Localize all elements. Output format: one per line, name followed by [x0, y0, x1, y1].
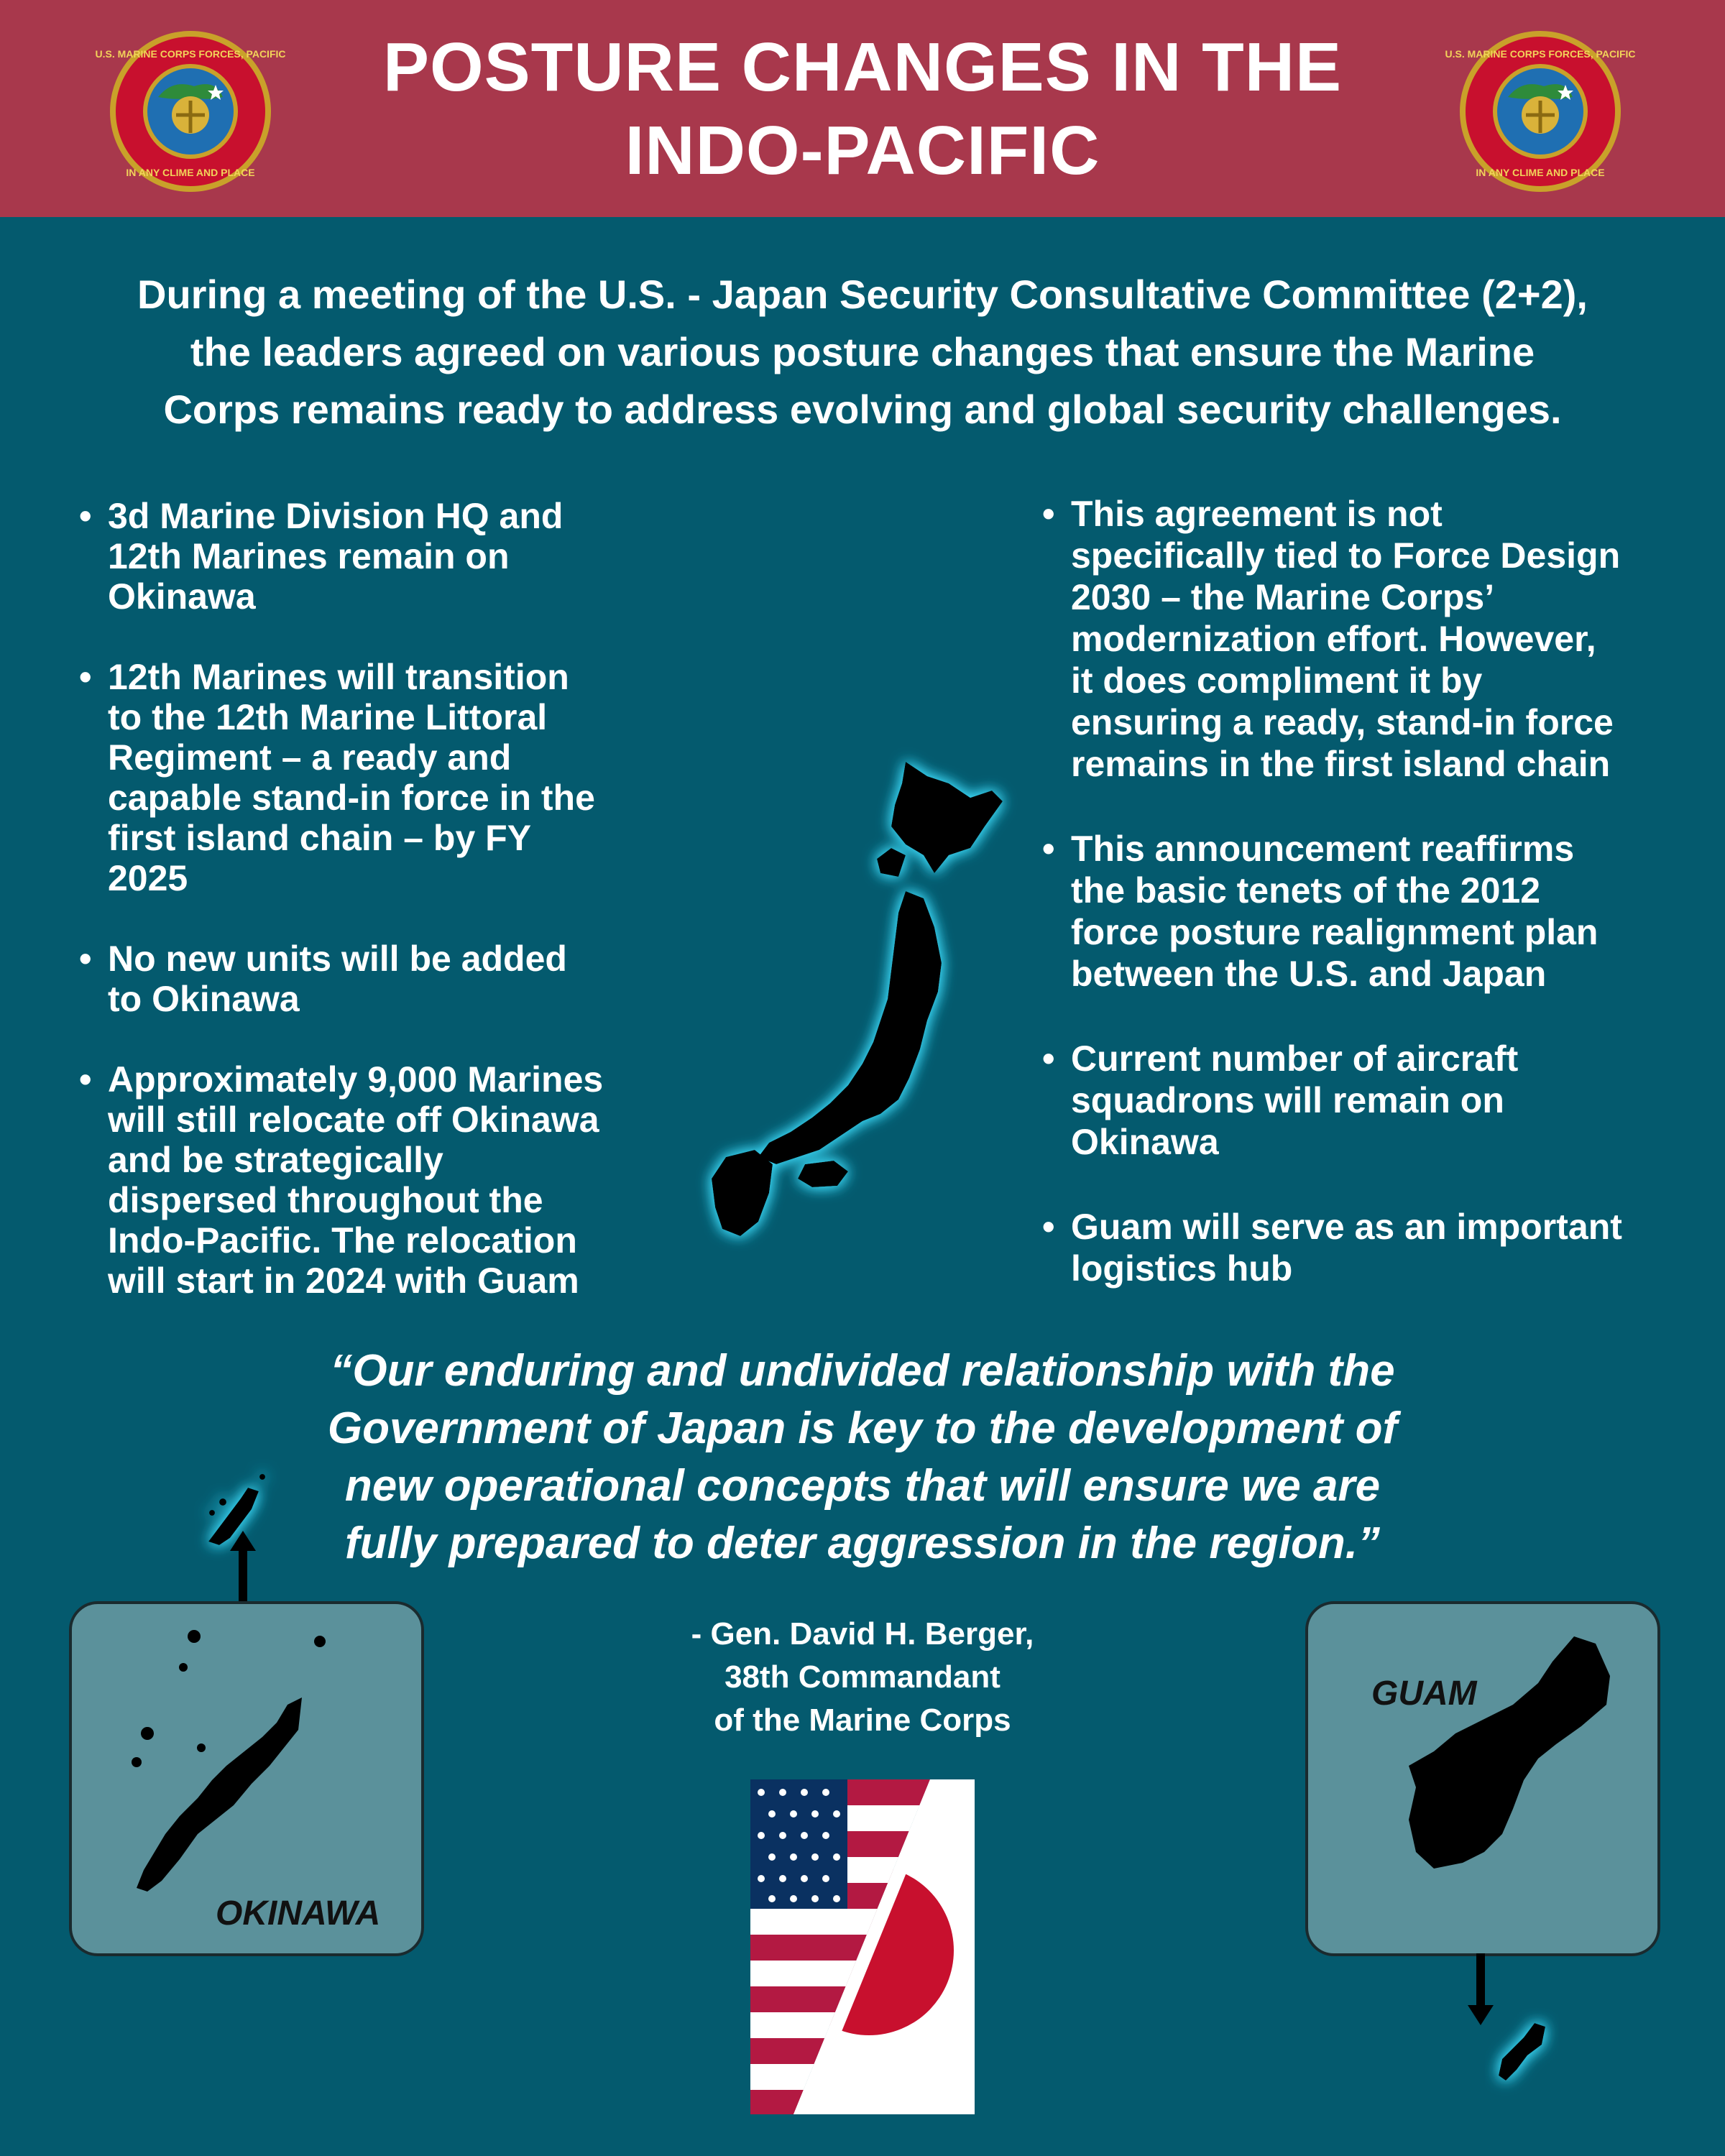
quote-line: “Our enduring and undivided relationship with the	[330, 1346, 1395, 1396]
bullet-line: to the 12th Marine Littoral	[108, 697, 548, 737]
bullet-dot: •	[79, 939, 92, 979]
bullet-dot: •	[1042, 1038, 1055, 1079]
bullet-line: 12th Marines remain on	[108, 536, 510, 576]
bullet-line: Regiment – a ready and	[108, 737, 512, 778]
bullet-line: 3d Marine Division HQ and	[108, 496, 564, 536]
bullet-item	[1042, 1206, 1689, 1289]
bullet-line: Okinawa	[1071, 1122, 1219, 1162]
bullet-line: ensuring a ready, stand-in force	[1071, 702, 1614, 742]
bullet-line: No new units will be added	[108, 939, 567, 979]
bullet-dot: •	[79, 1059, 92, 1100]
bullet-line: Guam will serve as an important	[1071, 1207, 1622, 1247]
bullet-dot: •	[1042, 494, 1055, 534]
bullet-item	[79, 496, 654, 617]
bullet-line: and be strategically	[108, 1140, 443, 1180]
bullet-line: squadrons will remain on	[1071, 1080, 1504, 1120]
bullet-line: 12th Marines will transition	[108, 657, 569, 697]
bullet-line: 2025	[108, 858, 188, 898]
bullet-item	[1042, 828, 1689, 995]
intro-line: Corps remains ready to address evolving and global security challenges.	[163, 387, 1562, 432]
right-bullet-list	[1042, 493, 1689, 1332]
left-bullet-list	[79, 496, 654, 1341]
bullet-line: the basic tenets of the 2012	[1071, 870, 1541, 911]
bullet-line: will still relocate off Okinawa	[108, 1100, 599, 1140]
us-japan-flag-icon	[750, 1779, 975, 2114]
quote-attribution	[575, 1613, 1150, 1742]
bullet-line: modernization effort. However,	[1071, 619, 1596, 659]
svg-text:IN ANY CLIME AND PLACE: IN ANY CLIME AND PLACE	[1476, 167, 1605, 178]
bullet-line: Indo-Pacific. The relocation	[108, 1220, 577, 1261]
intro-line: the leaders agreed on various posture changes that ensure the Marine	[190, 329, 1535, 374]
header-banner	[0, 0, 1725, 217]
bullet-line: between the U.S. and Japan	[1071, 954, 1547, 994]
bullet-line: 2030 – the Marine Corps’	[1071, 577, 1495, 617]
bullet-line: capable stand-in force in the	[108, 778, 595, 818]
guam-map-icon	[1308, 1604, 1657, 1953]
quote-line: Government of Japan is key to the development of	[327, 1404, 1398, 1453]
bullet-item	[1042, 1038, 1689, 1163]
bullet-line: Approximately 9,000 Marines	[108, 1059, 604, 1100]
bullet-line: Current number of aircraft	[1071, 1038, 1519, 1079]
svg-text:U.S. MARINE CORPS FORCES, PACI: U.S. MARINE CORPS FORCES, PACIFIC	[1445, 48, 1636, 60]
svg-text:IN ANY CLIME AND PLACE: IN ANY CLIME AND PLACE	[126, 167, 255, 178]
bullet-line: remains in the first island chain	[1071, 744, 1611, 784]
bullet-line: force posture realignment plan	[1071, 912, 1598, 952]
bullet-item	[79, 939, 654, 1019]
attribution-line: 38th Commandant	[724, 1659, 1000, 1695]
okinawa-map-icon	[72, 1604, 421, 1953]
bullet-line: first island chain – by FY	[108, 818, 532, 858]
bullet-item	[1042, 493, 1689, 785]
title-line-2: INDO-PACIFIC	[625, 112, 1100, 189]
attribution-line: of the Marine Corps	[714, 1703, 1011, 1738]
bullet-line: dispersed throughout the	[108, 1180, 543, 1220]
page-title	[288, 26, 1438, 193]
quote-line: fully prepared to deter aggression in the region.”	[344, 1519, 1381, 1568]
guam-label: GUAM	[1371, 1674, 1477, 1713]
bullet-line: it does compliment it by	[1071, 660, 1483, 701]
bullet-dot: •	[79, 496, 92, 536]
bullet-item	[79, 1059, 654, 1301]
bullet-item	[79, 657, 654, 898]
usmc-seal-icon	[1445, 29, 1636, 194]
bullet-line: specifically tied to Force Design	[1071, 535, 1621, 576]
bullet-line: to Okinawa	[108, 979, 300, 1019]
bullet-line: This announcement reaffirms	[1071, 829, 1575, 869]
bullet-line: This agreement is not	[1071, 494, 1443, 534]
bullet-line: logistics hub	[1071, 1248, 1293, 1289]
guam-locator-icon	[1466, 2012, 1574, 2099]
intro-paragraph	[43, 266, 1682, 438]
quote-line: new operational concepts that will ensure we are	[344, 1461, 1381, 1511]
svg-text:U.S. MARINE CORPS FORCES, PACI: U.S. MARINE CORPS FORCES, PACIFIC	[95, 48, 286, 60]
intro-line: During a meeting of the U.S. - Japan Security Consultative Committee (2+2),	[137, 272, 1588, 317]
okinawa-locator-icon	[180, 1459, 273, 1567]
commandant-quote	[273, 1342, 1452, 1572]
attribution-line: - Gen. David H. Berger,	[691, 1616, 1034, 1651]
japan-map-icon	[632, 747, 1035, 1243]
arrow-up-icon	[229, 1531, 257, 1603]
bullet-dot: •	[79, 657, 92, 697]
bullet-dot: •	[1042, 1207, 1055, 1247]
okinawa-map-panel	[69, 1601, 424, 1956]
guam-map-panel	[1305, 1601, 1660, 1956]
bullet-line: Okinawa	[108, 576, 256, 617]
usmc-seal-icon	[95, 29, 286, 194]
bullet-line: will start in 2024 with Guam	[108, 1261, 579, 1301]
bullet-dot: •	[1042, 829, 1055, 869]
title-line-1: POSTURE CHANGES IN THE	[382, 29, 1343, 106]
okinawa-label: OKINAWA	[216, 1894, 381, 1932]
